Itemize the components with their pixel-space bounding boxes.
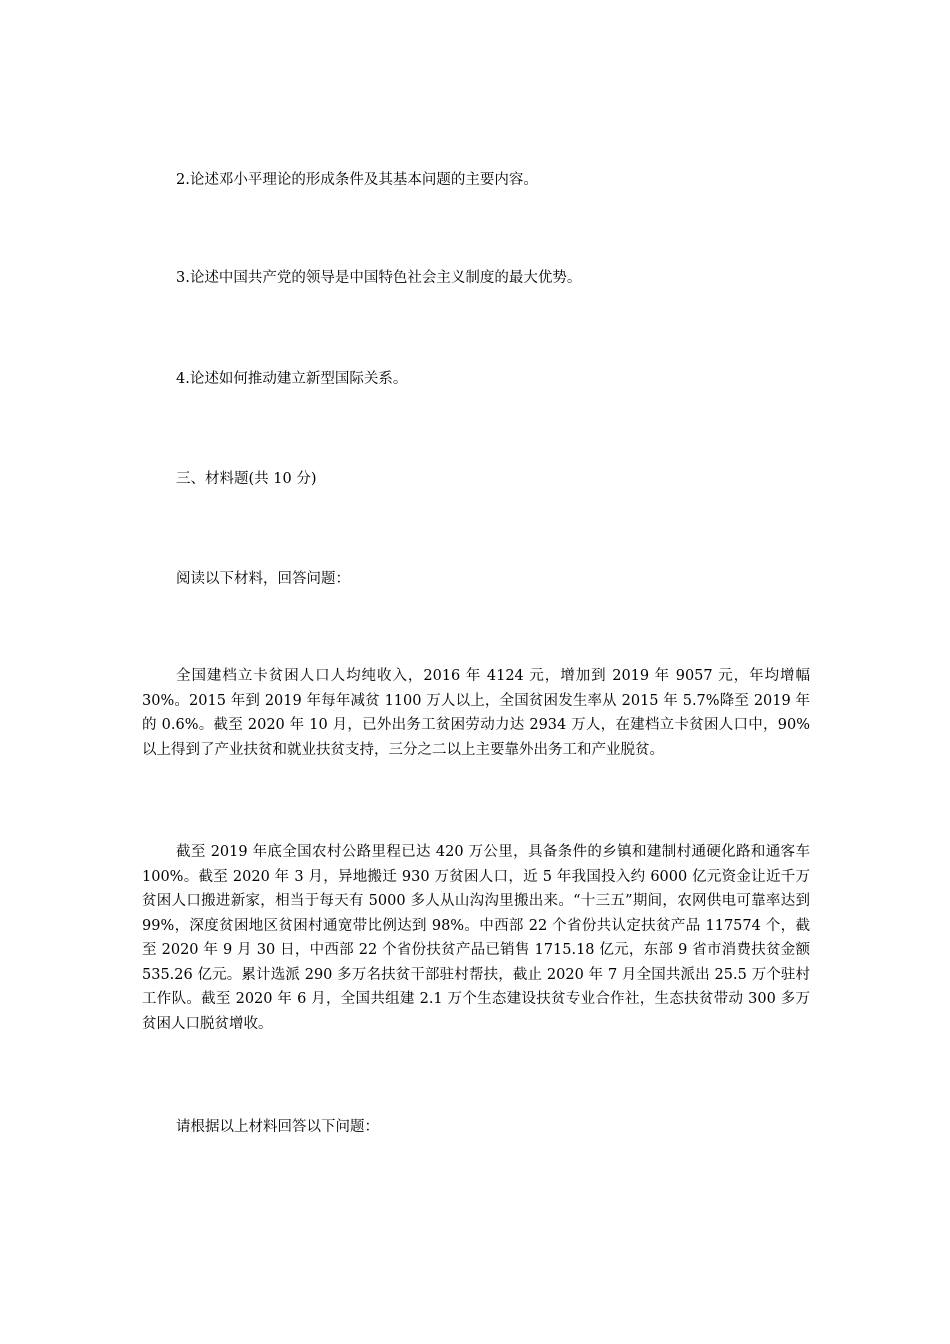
section-heading: 三、材料题(共 10 分): [176, 471, 317, 487]
material-intro: 阅读以下材料，回答问题：: [176, 571, 350, 587]
question-prompt: 请根据以上材料回答以下问题：: [176, 1119, 379, 1135]
question-4: 4.论述如何推动建立新型国际关系。: [176, 371, 408, 387]
question-2: 2.论述邓小平理论的形成条件及其基本问题的主要内容。: [176, 172, 538, 188]
material-paragraph-2: 截至 2019 年底全国农村公路里程已达 420 万公里，具备条件的乡镇和建制村通硬化路和通客车 100%。截至 2020 年 3 月，异地搬迁 930 万贫困人口，近 5 年我国投入约 6000 亿元资金让近千万贫困人口搬进新家，相当于每天有 5000 多人从山沟沟里搬出来。“十三五”期间，农网供电可靠率达到 99%，深度贫困地区贫困村通宽带比例达到 98%。中西部 22 个省份共认定扶贫产品 117574 个，截至 2020 年 9 月 30 日，中西部 22 个省份扶贫产品已销售 1715.18 亿元，东部 9 省市消费扶贫金额 535.26 亿元。累计选派 290 多万名扶贫干部驻村帮扶，截止 2020 年 7 月全国共派出 25.5 万个驻村工作队。截至 2020 年 6 月，全国共组建 2.1 万个生态建设扶贫专业合作社，生态扶贫带动 300 多万贫困人口脱贫增收。: [142, 844, 810, 1032]
question-3: 3.论述中国共产党的领导是中国特色社会主义制度的最大优势。: [176, 270, 582, 286]
material-paragraph-1: 全国建档立卡贫困人口人均纯收入，2016 年 4124 元，增加到 2019 年 9057 元，年均增幅 30%。2015 年到 2019 年每年减贫 1100 万人以上，全国贫困发生率从 2015 年 5.7%降至 2019 年的 0.6%。截至 2020 年 10 月，已外出务工贫困劳动力达 2934 万人，在建档立卡贫困人口中，90%以上得到了产业扶贫和就业扶贫支持，三分之二以上主要靠外出务工和产业脱贫。: [142, 668, 810, 758]
